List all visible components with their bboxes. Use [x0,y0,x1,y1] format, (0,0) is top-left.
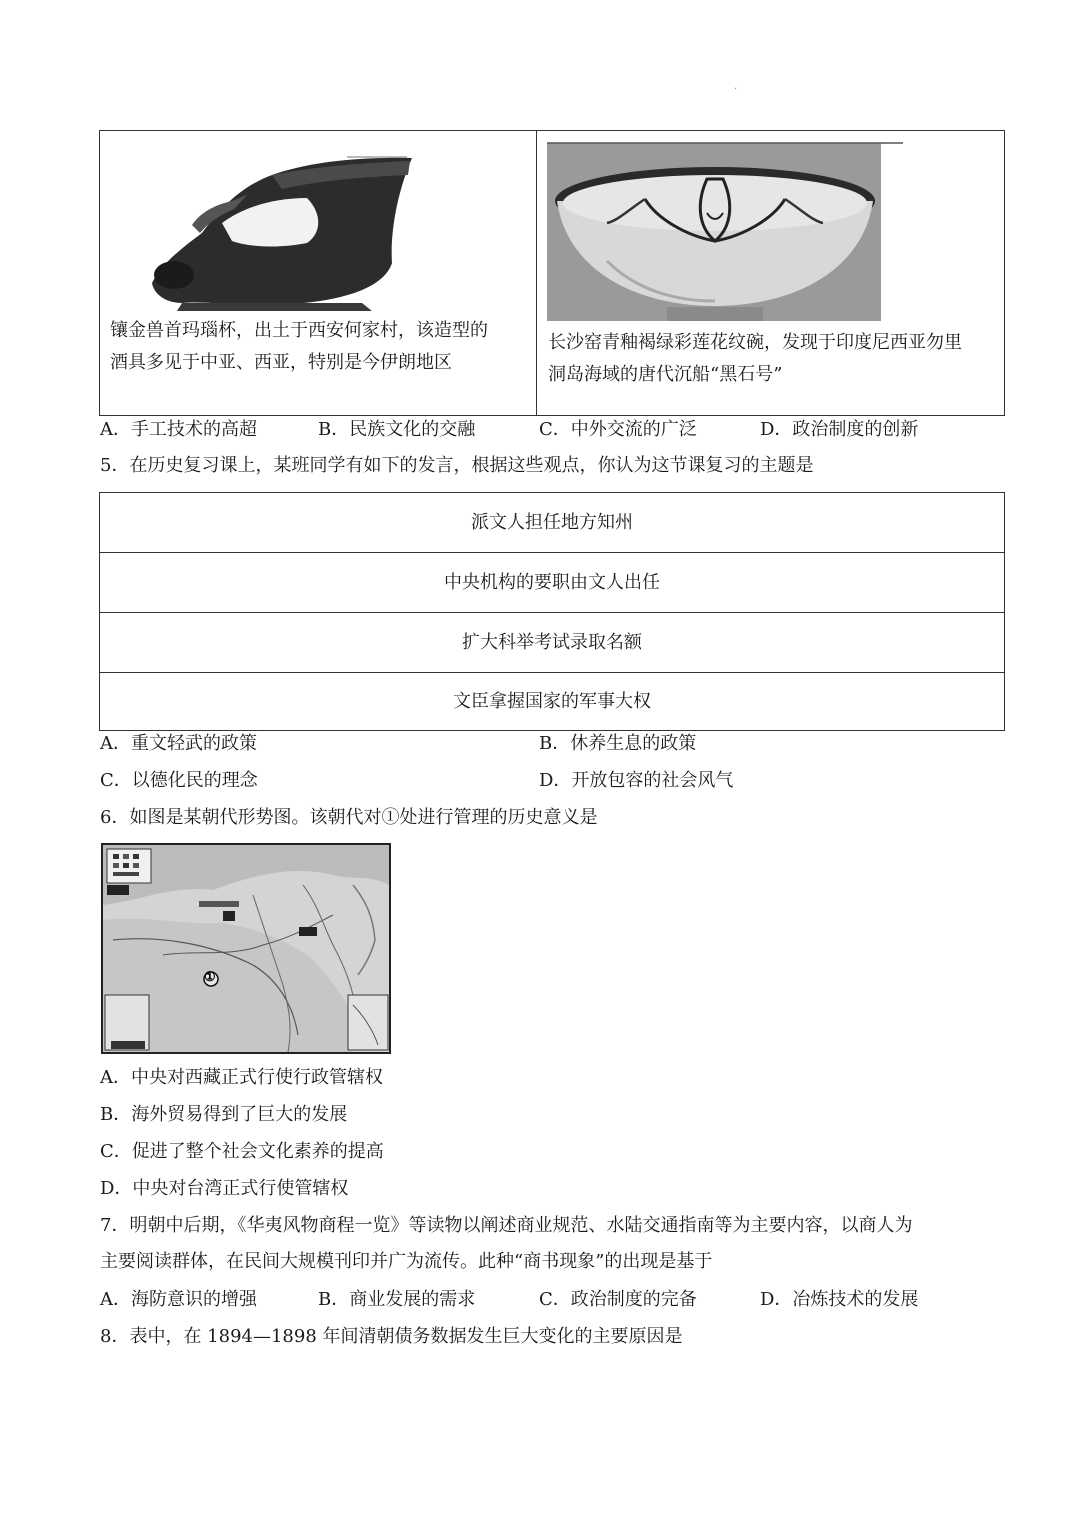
right-caption-line: 洞岛海域的唐代沉船“黑石号” [548,364,783,385]
page-mark: · [734,84,738,95]
q4-option-a: A．手工技术的高超 [100,419,257,440]
q7-option-c: C．政治制度的完备 [539,1289,697,1310]
q8-stem: 8．表中，在 1894—1898 年间清朝债务数据发生巨大变化的主要原因是 [100,1326,683,1347]
q6-option-c: C．促进了整个社会文化素养的提高 [100,1141,384,1162]
q7-stem-line-2: 主要阅读群体，在民间大规模刊印并广为流传。此种“商书现象”的出现是基于 [100,1251,713,1272]
q7-option-b: B．商业发展的需求 [318,1289,476,1310]
q5-statement-table [99,492,1005,731]
map-graphic [103,845,389,1052]
q5-row: 派文人担任地方知州 [100,493,1004,553]
q4-option-b: B．民族文化的交融 [318,419,476,440]
left-caption [110,315,488,379]
dynasty-map [101,843,391,1054]
q7-option-a: A．海防意识的增强 [100,1289,257,1310]
q4-option-d: D．政治制度的创新 [760,419,919,440]
right-caption-line: 长沙窑青釉褐绿彩莲花纹碗，发现于印度尼西亚勿里 [548,332,962,353]
map-marker-label: ① [204,970,216,985]
q4-option-c: C．中外交流的广泛 [539,419,697,440]
q4-image-table [99,130,1005,416]
agate-cup-image [122,153,412,313]
q5-row: 中央机构的要职由文人出任 [100,553,1004,613]
q5-option-d: D．开放包容的社会风气 [539,770,734,791]
q5-option-b: B．休养生息的政策 [539,733,697,754]
q5-row: 文臣拿握国家的军事大权 [453,691,651,712]
q6-option-b: B．海外贸易得到了巨大的发展 [100,1104,348,1125]
table-divider [536,131,537,415]
right-caption [548,327,962,391]
left-caption-line: 酒具多见于中亚、西亚，特别是今伊朗地区 [110,352,452,373]
left-caption-line: 镶金兽首玛瑙杯，出土于西安何家村，该造型的 [110,320,488,341]
q5-option-c: C．以德化民的理念 [100,770,258,791]
q7-option-d: D．冶炼技术的发展 [760,1289,919,1310]
q6-option-d: D．中央对台湾正式行使管辖权 [100,1178,349,1199]
q6-option-a: A．中央对西藏正式行使行政管辖权 [100,1067,383,1088]
q5-stem: 5．在历史复习课上，某班同学有如下的发言，根据这些观点，你认为这节课复习的主题是 [100,455,814,476]
q5-row: 扩大科举考试录取名额 [100,613,1004,673]
lotus-bowl-image [547,141,907,323]
q5-option-a: A．重文轻武的政策 [100,733,257,754]
q6-stem: 6．如图是某朝代形势图。该朝代对①处进行管理的历史意义是 [100,807,598,828]
q7-stem-line-1: 7．明朝中后期，《华夷风物商程一览》等读物以阐述商业规范、水陆交通指南等为主要内容，以商人为 [100,1215,913,1236]
